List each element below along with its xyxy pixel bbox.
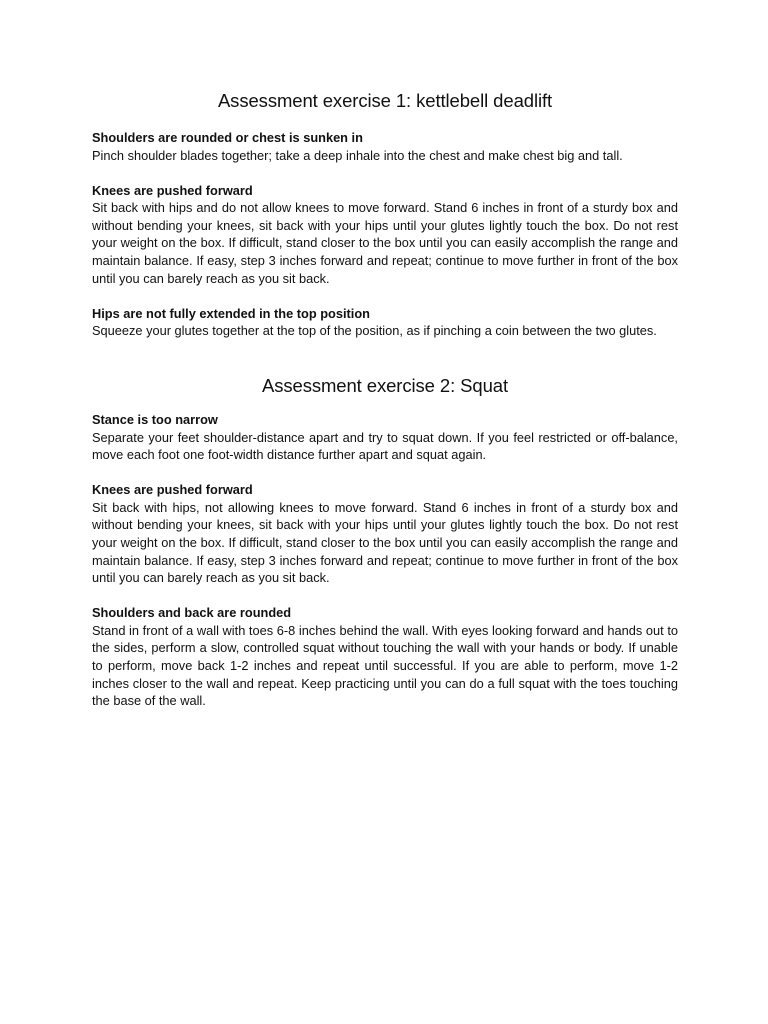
section-title: Assessment exercise 1: kettlebell deadlift (217, 90, 553, 111)
item-body: Sit back with hips and do not allow knees to move forward. Stand 6 inches in front of a sturdy box and without bending your knees, sit back with your hips until your glutes lightly touch the box. Do not rest your weight on the box. If difficult, stand closer to the box until you can easily accomplish the range and maintain balance. If easy, step 3 inches forward and repeat; continue to move further in front of the box until you can barely reach as you sit back. (92, 200, 678, 286)
section-title: Assessment exercise 2: Squat (261, 374, 509, 396)
correction-item (92, 182, 678, 288)
item-body: Sit back with hips, not allowing knees to move forward. Stand 6 inches in front of a sturdy box and without bending your knees, sit back with your hips until your glutes lightly touch the box. Do not rest your weight on the box. If difficult, stand closer to the box until you can easily accomplish the range and maintain balance. If easy, step 3 inches forward and repeat; continue to move further in front of the box until you can barely reach as you sit back. (92, 499, 678, 586)
item-body: Pinch shoulder blades together; take a deep inhale into the chest and make chest big and tall. (92, 147, 623, 163)
item-heading: Knees are pushed forward (92, 182, 253, 198)
item-heading: Stance is too narrow (92, 411, 218, 427)
correction-item (92, 129, 678, 164)
item-body: Stand in front of a wall with toes 6-8 inches behind the wall. With eyes looking forward and hands out to the sides, perform a slow, controlled squat without touching the wall with your hands or body. If unable to perform, move back 1-2 inches and repeat until successful. If you are able to perform, move 1-2 inches closer to the wall and repeat. Keep practicing until you can do a full squat with the toes touching the base of the wall. (92, 622, 678, 709)
document-page (92, 88, 678, 727)
item-body: Separate your feet shoulder-distance apart and try to squat down. If you feel restricted or off-balance, move each foot one foot-width distance further apart and squat again. (92, 429, 678, 463)
item-heading: Shoulders are rounded or chest is sunken in (92, 130, 363, 145)
section-kettlebell-deadlift (92, 88, 678, 340)
item-heading: Shoulders and back are rounded (92, 605, 292, 621)
correction-item (92, 481, 678, 587)
correction-item (92, 411, 678, 464)
correction-item (92, 305, 678, 340)
item-body: Squeeze your glutes together at the top of the position, as if pinching a coin between the two glutes. (92, 323, 657, 339)
correction-item (92, 604, 678, 710)
item-heading: Hips are not fully extended in the top position (92, 305, 370, 321)
section-squat (92, 373, 678, 710)
item-heading: Knees are pushed forward (92, 482, 253, 498)
